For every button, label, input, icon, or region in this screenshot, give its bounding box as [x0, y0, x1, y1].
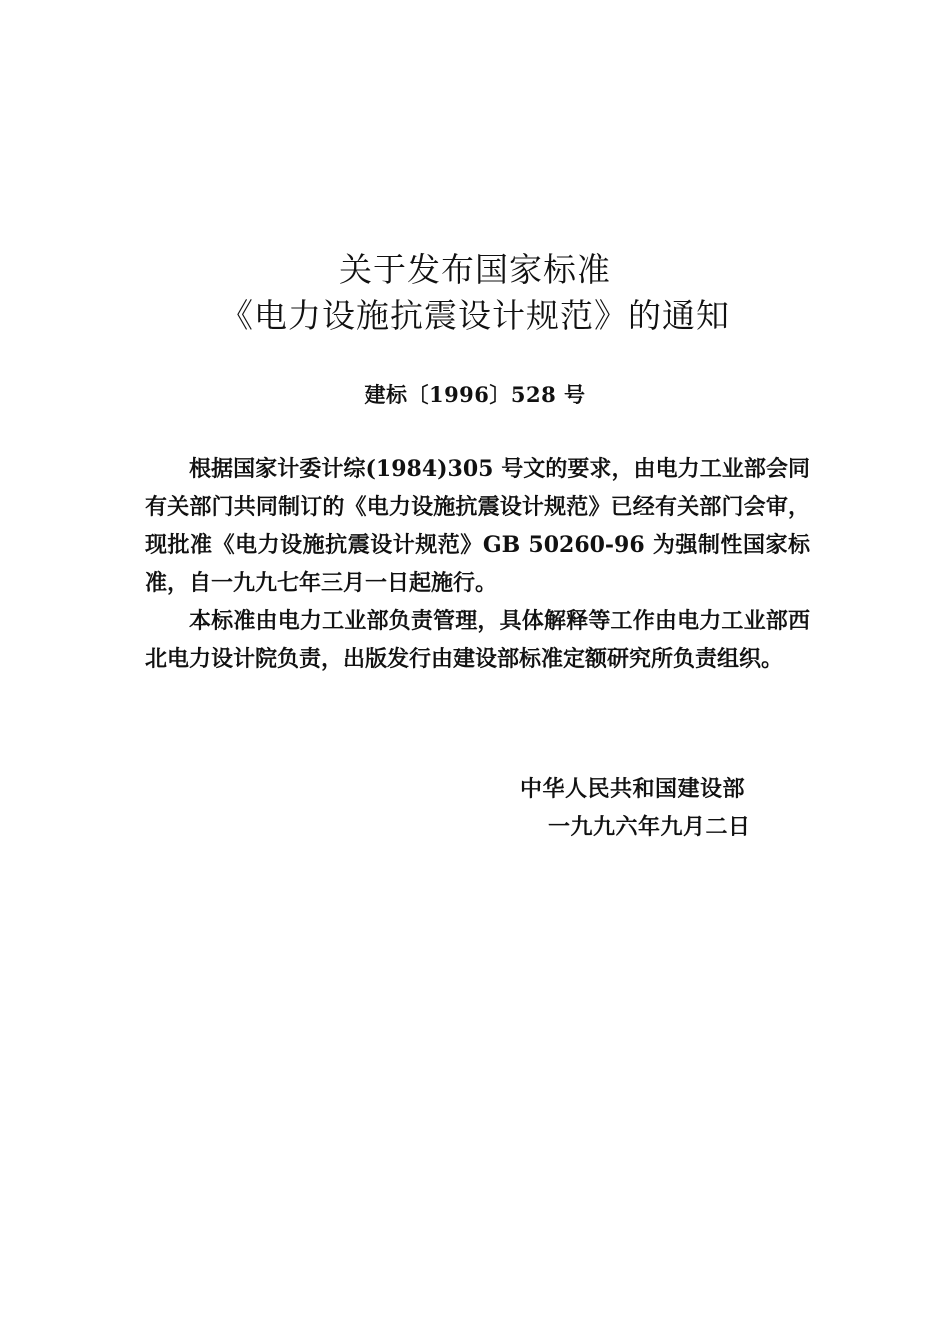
notice-title-line-1: 关于发布国家标准 — [339, 250, 611, 289]
issue-date: 一九九六年九月二日 — [548, 814, 751, 840]
body-paragraph-2: 本标准由电力工业部负责管理，具体解释等工作由电力工业部西北电力设计院负责，出版发行由建设部标准定额研究所负责组织。 — [145, 608, 810, 672]
issuing-organization: 中华人民共和国建设部 — [520, 776, 746, 802]
signature-block — [520, 770, 780, 846]
document-number: 建标〔1996〕528 号 — [364, 382, 586, 407]
body-paragraph-1: 根据国家计委计综(1984)305 号文的要求，由电力工业部会同有关部门共同制订的《电力设施抗震设计规范》已经有关部门会审，现批准《电力设施抗震设计规范》GB 50260-96 为强制性国家标准，自一九九七年三月一日起施行。 — [145, 456, 810, 596]
notice-title-line-2: 《电力设施抗震设计规范》的通知 — [220, 296, 730, 335]
notice-body — [145, 450, 810, 678]
